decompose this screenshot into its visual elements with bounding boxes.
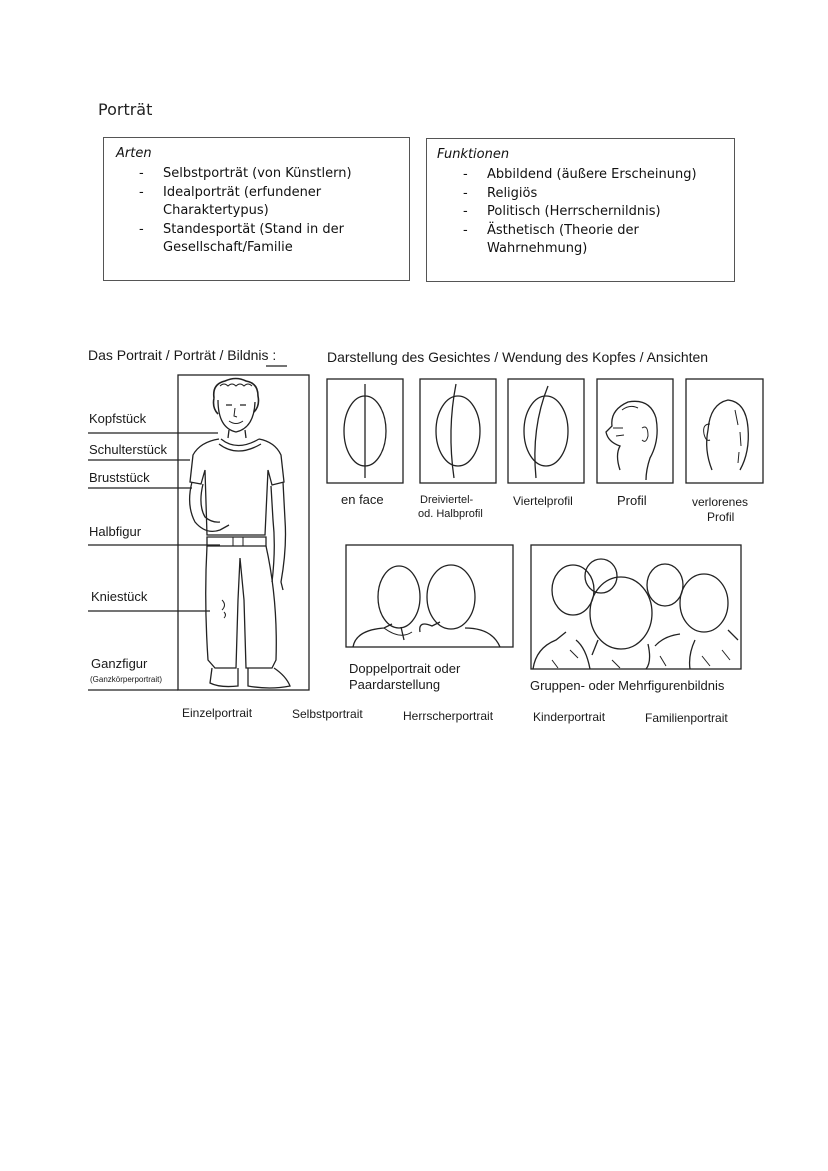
view-dreiviertel: Dreiviertel- bbox=[420, 494, 474, 506]
funktionen-item: - Ästhetisch (Theorie der Wahrnehmung) bbox=[463, 222, 647, 259]
view-verlorenes-profil: Profil bbox=[707, 510, 735, 524]
label-paardarstellung: Paardarstellung bbox=[349, 677, 441, 692]
figure-right-heading: Darstellung des Gesichtes / Wendung des Kopfes / Ansichten bbox=[327, 349, 709, 365]
type-selbstportrait: Selbstportrait bbox=[292, 707, 363, 721]
figure-left-heading: Das Portrait / Porträt / Bildnis : bbox=[88, 347, 277, 363]
funktionen-item: - Abbildend (äußere Erscheinung) bbox=[463, 166, 713, 185]
label-kniestueck: Kniestück bbox=[91, 589, 148, 604]
view-halbprofil: od. Halbprofil bbox=[418, 508, 483, 520]
type-einzelportrait: Einzelportrait bbox=[182, 706, 253, 720]
label-ganzkoerperportrait: (Ganzkörperportrait) bbox=[90, 675, 163, 684]
arten-heading: Arten bbox=[116, 146, 152, 161]
label-doppelportrait: Doppelportrait oder bbox=[349, 661, 461, 676]
type-herrscherportrait: Herrscherportrait bbox=[403, 709, 494, 723]
funktionen-item: - Religiös bbox=[463, 185, 713, 204]
label-ganzfigur: Ganzfigur bbox=[91, 656, 148, 671]
page-title: Porträt bbox=[98, 100, 153, 119]
arten-item: - Standesportät (Stand in der Gesellschaft/Familie bbox=[139, 221, 353, 258]
view-en-face: en face bbox=[341, 492, 384, 507]
label-halbfigur: Halbfigur bbox=[89, 524, 142, 539]
arten-item: - Idealporträt (erfundener Charaktertypus) bbox=[139, 184, 333, 221]
funktionen-item: - Politisch (Herrschernildnis) bbox=[463, 203, 713, 222]
view-viertelprofil: Viertelprofil bbox=[513, 494, 573, 508]
label-schulterstueck: Schulterstück bbox=[89, 442, 168, 457]
view-profil: Profil bbox=[617, 493, 647, 508]
label-bruststueck: Bruststück bbox=[89, 470, 150, 485]
view-verlorenes: verlorenes bbox=[692, 495, 749, 509]
type-familienportrait: Familienportrait bbox=[645, 711, 728, 725]
arten-item: - Selbstporträt (von Künstlern) bbox=[139, 165, 379, 184]
label-kopfstueck: Kopfstück bbox=[89, 411, 147, 426]
label-gruppenbildnis: Gruppen- oder Mehrfigurenbildnis bbox=[530, 678, 725, 693]
funktionen-heading: Funktionen bbox=[437, 147, 510, 162]
type-kinderportrait: Kinderportrait bbox=[533, 710, 606, 724]
